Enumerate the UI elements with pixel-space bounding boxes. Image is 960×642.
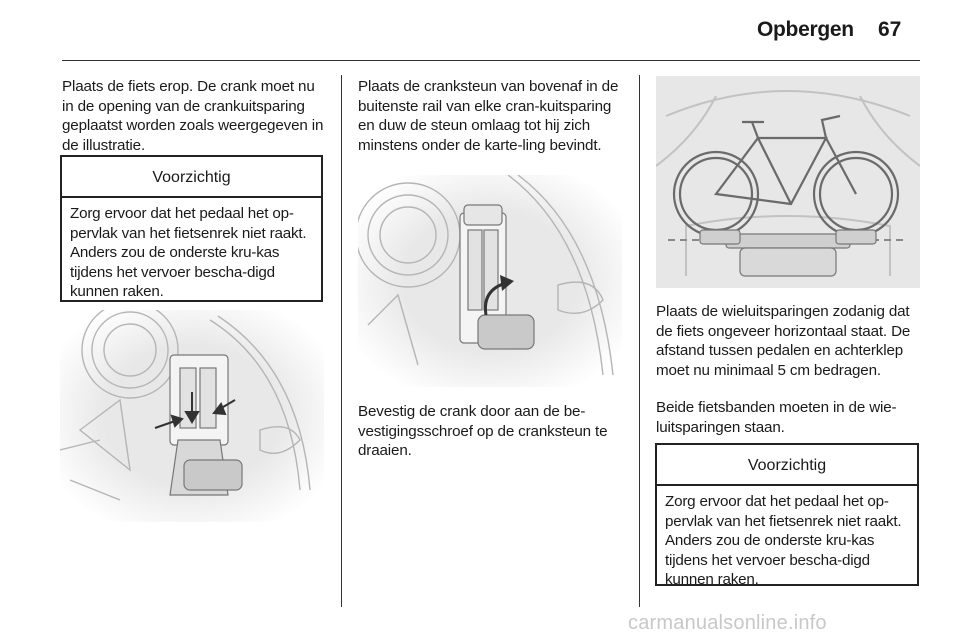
col3-para2: Beide fietsbanden moeten in de wie-luitsparingen staan.: [656, 399, 897, 436]
illustration-crank-support: [358, 175, 622, 387]
caution-text-1: Zorg ervoor dat het pedaal het op-pervlak van het fietsenrek niet raakt. Anders zou de onderste kru-kas tijdens het vervoer bescha-digd kunnen raken.: [70, 205, 307, 301]
col3-para1: Plaats de wieluitsparingen zodanig dat de fiets ongeveer horizontaal staat. De afstand tussen pedalen en achterklep moet nu minimaal 5 cm bedragen.: [656, 303, 911, 379]
caution-box-1: [60, 155, 323, 302]
illustration-crank-insert: [60, 310, 324, 522]
caution-box-2: [655, 443, 919, 589]
column-divider-1: [341, 75, 342, 607]
header-rule: [62, 60, 920, 61]
caution-text-2: Zorg ervoor dat het pedaal het op-pervlak van het fietsenrek niet raakt. Anders zou de onderste kru-kas tijdens het vervoer bescha-digd kunnen raken.: [665, 493, 902, 589]
col2-after-figure: Bevestig de crank door aan de be-vestigingsschroef op de cranksteun te draaien.: [358, 403, 608, 460]
illustration-bike-on-rack: [656, 76, 920, 288]
caution-title-1: Voorzichtig: [62, 157, 321, 198]
column-divider-2: [639, 75, 640, 607]
page-title: Opbergen: [757, 18, 854, 41]
watermark: carmanualsonline.info: [628, 612, 827, 634]
caution-title-2: Voorzichtig: [657, 445, 917, 486]
page-number: 67: [878, 18, 902, 41]
col1-intro: Plaats de fiets erop. De crank moet nu in de opening van de crankuitsparing geplaatst worden zoals weergegeven in de illustratie.: [62, 78, 324, 154]
col2-intro: Plaats de cranksteun van bovenaf in de buitenste rail van elke cran-kuitsparing en duw de steun omlaag tot hij zich minstens onder de karte-ling bevindt.: [358, 78, 619, 154]
